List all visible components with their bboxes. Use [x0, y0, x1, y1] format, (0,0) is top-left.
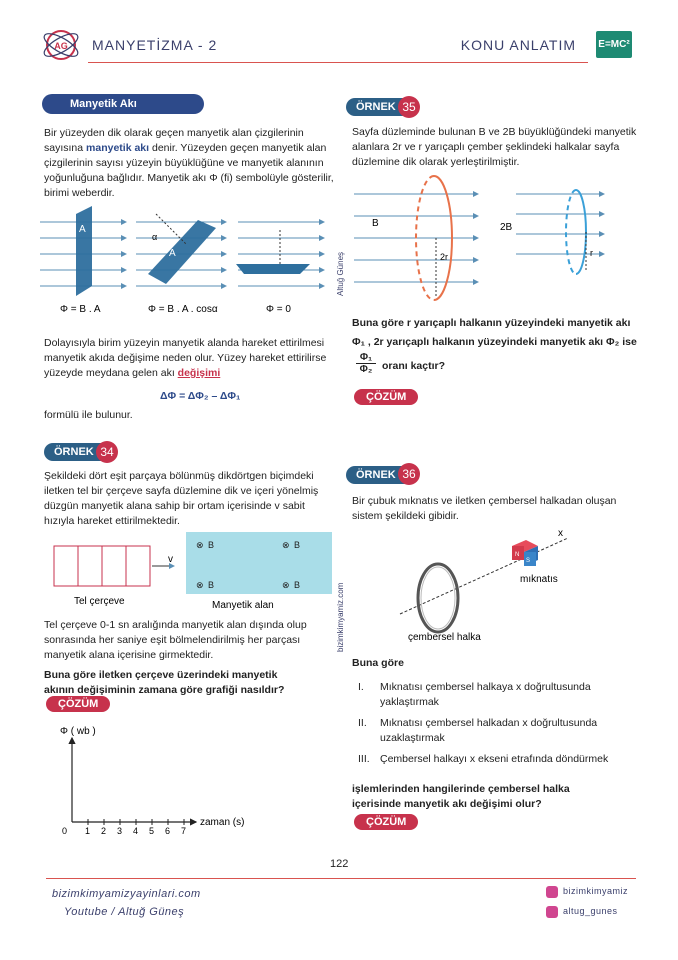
x-tick-label: 3: [117, 826, 123, 836]
x-tick-label: 2: [101, 826, 107, 836]
instagram-handle-1[interactable]: bizimkimyamiz: [563, 886, 628, 896]
section-title: KONU ANLATIM: [460, 37, 576, 53]
footer-youtube-link[interactable]: Youtube / Altuğ Güneş: [64, 906, 185, 918]
solution-34-button[interactable]: ÇÖZÜM: [46, 696, 110, 712]
svg-text:2r: 2r: [440, 252, 449, 262]
svg-text:A: A: [79, 224, 86, 235]
svg-text:B: B: [294, 580, 301, 590]
side-website: bizimkimyamiz.com: [336, 582, 345, 652]
svg-text:⊗: ⊗: [282, 540, 290, 550]
intro-paragraph: Bir yüzeyden dik olarak geçen manyetik alan çizgilerinin sayısına manyetik akı denir. Yüzeyden geçen manyetik alan çizgilerinin sayısı yüzeyin büyüklüğüne ve manyetik alanının yoğunluğuna bağlıdır. Manyetik akı Φ (fi) sembolüyle gösterilir, birimi weberdir.: [44, 127, 334, 199]
svg-text:B: B: [208, 540, 215, 550]
page-number: 122: [330, 858, 349, 870]
logo-text: AG: [54, 41, 68, 51]
formula-tail: formülü ile bulunur.: [44, 409, 133, 421]
surface-parallel: [236, 264, 310, 274]
change-paragraph: Dolayısıyla birim yüzeyin manyetik alanda hareket ettirilmesi manyetik akıda değişime neden olur. Yüzey hareket ettirilirse yüzeyde meydana gelen akı değişimi: [44, 337, 327, 379]
svg-text:Tel çerçeve: Tel çerçeve: [74, 596, 125, 607]
magnet-ring-figure: [396, 524, 586, 642]
example-36-number: 36: [398, 463, 420, 485]
logo-icon: [40, 26, 82, 64]
footer-site-link[interactable]: bizimkimyamizyayinlari.com: [52, 888, 201, 900]
flux-figure: [38, 200, 328, 320]
svg-text:Φ = B . A: Φ = B . A: [60, 304, 101, 315]
svg-text:⊗: ⊗: [196, 540, 204, 550]
footer-rule: [46, 878, 636, 879]
svg-text:çembersel halka: çembersel halka: [408, 632, 481, 642]
svg-text:α: α: [152, 232, 158, 242]
example-34-number: 34: [96, 441, 118, 463]
q36-text: Bir çubuk mıknatıs ve iletken çembersel halkadan oluşan sistem şekildeki gibidir.: [352, 495, 617, 522]
svg-text:x: x: [558, 528, 563, 539]
example-35-label: ÖRNEK: [346, 98, 406, 116]
q34-question: Buna göre iletken çerçeve üzerindeki manyetik akının değişiminin zamana göre grafiği nasıldır?: [44, 669, 285, 696]
item-1: I. Mıknatısı çembersel halkaya x doğrultusunda yaklaştırmak: [358, 681, 591, 708]
svg-text:⊗: ⊗: [196, 580, 204, 590]
flux-formula: ΔΦ = ΔΦ₂ – ΔΦ₁: [160, 390, 241, 402]
svg-text:B: B: [372, 218, 379, 229]
heading-text: Manyetik Akı: [70, 98, 137, 110]
section-heading: [42, 94, 204, 114]
x-tick-label: 5: [149, 826, 155, 836]
svg-text:Manyetik alan: Manyetik alan: [212, 600, 274, 611]
instagram-icon: [546, 886, 558, 898]
side-author: Altuğ Güneş: [336, 251, 345, 296]
q35-text: Sayfa düzleminde bulunan B ve 2B büyüklüğündeki manyetik alanlara 2r ve r yarıçaplı çember şeklindeki halkalar sayfa düzlemine dik olarak yerleştirilmiştir.: [352, 126, 637, 168]
q34-text: Şekildeki dört eşit parçaya bölünmüş dikdörtgen biçimdeki iletken tel bir çerçeve sayfa düzlemine dik ve içeri yönelmiş düzgün manyetik alana sahip bir ortam içerisinde v sabit hızıyla hareket ettirilmektedir.: [44, 470, 319, 527]
x-tick-label: 6: [165, 826, 171, 836]
header-rule: [88, 62, 588, 63]
example-34-label: ÖRNEK: [44, 443, 104, 461]
svg-text:Φ = B . A . cosα: Φ = B . A . cosα: [148, 304, 218, 315]
x-tick-label: 4: [133, 826, 139, 836]
solution-35-button[interactable]: ÇÖZÜM: [354, 389, 418, 405]
q35-question: Buna göre r yarıçaplı halkanın yüzeyindeki manyetik akı Φ₁ , 2r yarıçaplı halkanın yüzeyindeki manyetik akı Φ₂ ise: [352, 317, 637, 348]
q34-text-2: Tel çerçeve 0-1 sn aralığında manyetik alan dışında olup sonrasında her saniye eşit bölmelendirilmiş her parçası manyetik alana içerisine girmektedir.: [44, 619, 307, 661]
x-tick-label: 7: [181, 826, 187, 836]
svg-text:B: B: [294, 540, 301, 550]
ratio-question: oranı kaçtır?: [382, 360, 446, 372]
q36-items: [358, 680, 648, 767]
svg-text:r: r: [590, 248, 593, 258]
svg-text:S: S: [526, 558, 531, 564]
svg-text:0: 0: [62, 826, 68, 836]
svg-text:Φ = 0: Φ = 0: [266, 304, 291, 315]
svg-text:mıknatıs: mıknatıs: [520, 574, 558, 585]
example-36-label: ÖRNEK: [346, 466, 406, 484]
frame-field-figure: [48, 530, 338, 616]
svg-text:2B: 2B: [500, 222, 513, 233]
item-3: III. Çembersel halkayı x ekseni etrafında döndürmek: [358, 753, 609, 765]
item-2: II. Mıknatısı çembersel halkadan x doğrultusunda uzaklaştırmak: [358, 717, 598, 744]
svg-text:N: N: [515, 552, 520, 558]
svg-text:v: v: [168, 554, 173, 565]
empty-graph: [56, 722, 286, 842]
surface-perpendicular: [76, 206, 92, 296]
svg-text:B: B: [208, 580, 215, 590]
example-35-number: 35: [398, 96, 420, 118]
svg-text:zaman (s): zaman (s): [200, 817, 245, 828]
ratio-fraction: Φ₁ Φ₂: [356, 352, 376, 375]
ring: [418, 564, 458, 632]
instagram-icon: [546, 906, 558, 918]
rings-figure: [350, 168, 640, 302]
svg-text:⊗: ⊗: [282, 580, 290, 590]
q36-lead: Buna göre: [352, 657, 404, 669]
svg-text:A: A: [169, 248, 176, 259]
surface-tilted: [148, 220, 216, 284]
emc-badge: E=MC²: [596, 31, 632, 58]
solution-36-button[interactable]: ÇÖZÜM: [354, 814, 418, 830]
page-title: MANYETİZMA - 2: [92, 37, 218, 53]
svg-text:Φ ( wb ): Φ ( wb ): [60, 726, 96, 737]
x-tick-label: 1: [85, 826, 91, 836]
q36-question: işlemlerinden hangilerinde çembersel halka içerisinde manyetik akı değişimi olur?: [352, 783, 570, 810]
instagram-handle-2[interactable]: altug_gunes: [563, 906, 618, 916]
